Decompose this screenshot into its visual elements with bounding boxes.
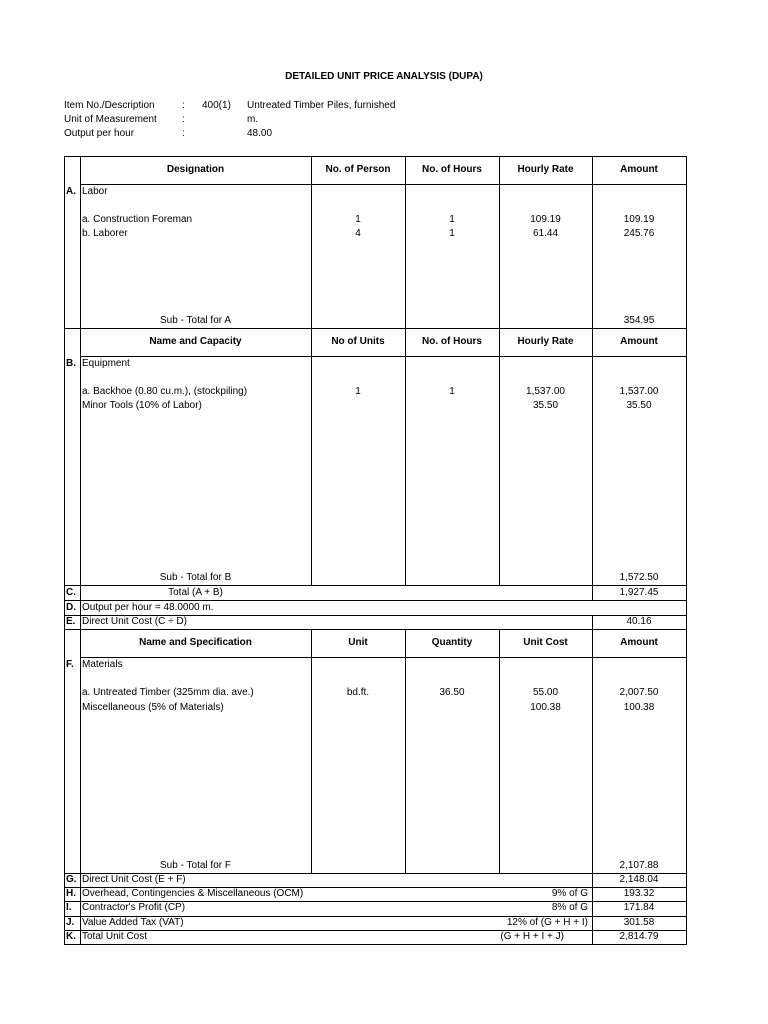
equipment-row-rate: 35.50 bbox=[532, 400, 559, 411]
output-colon: : bbox=[182, 128, 185, 139]
equipment-row-name: a. Backhoe (0.80 cu.m.), (stockpiling) bbox=[82, 386, 248, 397]
summary-letter: I. bbox=[66, 902, 72, 913]
subtotal-f-label: Sub - Total for F bbox=[160, 860, 231, 871]
labor-row-hours: 1 bbox=[449, 214, 455, 225]
summary-percentage: 9% of G bbox=[551, 888, 588, 899]
labor-row-rate: 109.19 bbox=[530, 214, 561, 225]
labor-row-persons: 4 bbox=[355, 228, 361, 239]
labor-row-persons: 1 bbox=[355, 214, 361, 225]
summary-amount: 171.84 bbox=[623, 902, 655, 913]
subtotal-b-amount: 1,572.50 bbox=[619, 572, 659, 583]
subtotal-b-label: Sub - Total for B bbox=[159, 572, 232, 583]
equipment-row-name: Minor Tools (10% of Labor) bbox=[82, 400, 202, 411]
col-header-amount: Amount bbox=[620, 164, 658, 175]
item-colon: : bbox=[182, 100, 185, 111]
section-letter-c: C. bbox=[66, 587, 76, 598]
item-number: 400(1) bbox=[202, 100, 231, 111]
material-row-name: a. Untreated Timber (325mm dia. ave.) bbox=[82, 687, 254, 698]
summary-letter: K. bbox=[66, 931, 76, 942]
unit-value: m. bbox=[247, 114, 259, 125]
col-header-name-and-specification: Name and Specification bbox=[139, 637, 252, 648]
equipment-row-rate: 1,537.00 bbox=[526, 386, 565, 397]
material-row-unit-cost: 55.00 bbox=[532, 687, 559, 698]
subtotal-f-amount: 2,107.88 bbox=[619, 860, 659, 871]
col-header-hourly-rate: Hourly Rate bbox=[517, 164, 574, 175]
direct-unit-cost-amount: 40.16 bbox=[626, 616, 652, 627]
section-letter-e: E. bbox=[66, 616, 76, 627]
output-per-hour-label: Output per hour = 48.0000 m. bbox=[82, 602, 214, 613]
equipment-row-hours: 1 bbox=[449, 386, 455, 397]
equipment-row-amount: 35.50 bbox=[626, 400, 652, 411]
page-title: DETAILED UNIT PRICE ANALYSIS (DUPA) bbox=[285, 71, 483, 82]
summary-amount: 2,148.04 bbox=[619, 874, 659, 885]
labor-row-amount: 245.76 bbox=[623, 228, 655, 239]
section-letter-d: D. bbox=[66, 602, 76, 613]
unit-colon: : bbox=[182, 114, 185, 125]
col-header-amount: Amount bbox=[620, 637, 658, 648]
material-row-unit-cost: 100.38 bbox=[530, 702, 561, 713]
labor-row-hours: 1 bbox=[449, 228, 455, 239]
summary-percentage: 12% of (G + H + I) bbox=[506, 917, 588, 928]
summary-label: Overhead, Contingencies & Miscellaneous (OCM) bbox=[82, 888, 304, 899]
material-row-amount: 2,007.50 bbox=[619, 687, 659, 698]
equipment-row-amount: 1,537.00 bbox=[619, 386, 659, 397]
col-header-no-of-units: No of Units bbox=[331, 336, 385, 347]
summary-letter: J. bbox=[66, 917, 75, 928]
unit-label: Unit of Measurement bbox=[64, 114, 157, 125]
item-label: Item No./Description bbox=[64, 100, 155, 111]
col-header-unit-cost: Unit Cost bbox=[523, 637, 568, 648]
section-label-materials: Materials bbox=[82, 659, 123, 670]
summary-percentage: (G + H + I + J) bbox=[500, 931, 564, 942]
material-row-quantity: 36.50 bbox=[439, 687, 465, 698]
summary-label: Contractor's Profit (CP) bbox=[82, 902, 186, 913]
total-a-b-amount: 1,927.45 bbox=[619, 587, 659, 598]
direct-unit-cost-label: Direct Unit Cost (C ÷ D) bbox=[82, 616, 187, 627]
section-letter-b: B. bbox=[66, 358, 76, 369]
col-header-hourly-rate: Hourly Rate bbox=[517, 336, 574, 347]
material-row-amount: 100.38 bbox=[623, 702, 655, 713]
subtotal-a-amount: 354.95 bbox=[623, 315, 655, 326]
col-header-quantity: Quantity bbox=[431, 637, 473, 648]
summary-letter: H. bbox=[66, 888, 76, 899]
total-a-b-label: Total (A + B) bbox=[168, 587, 223, 598]
col-header-no-of-person: No. of Person bbox=[325, 164, 391, 175]
summary-amount: 2,814.79 bbox=[619, 931, 659, 942]
summary-label: Total Unit Cost bbox=[82, 931, 148, 942]
labor-row-name: b. Laborer bbox=[82, 228, 128, 239]
col-header-unit: Unit bbox=[348, 637, 368, 648]
summary-amount: 193.32 bbox=[623, 888, 655, 899]
col-header-no-of-hours: No. of Hours bbox=[422, 336, 482, 347]
summary-percentage: 8% of G bbox=[551, 902, 588, 913]
equipment-row-units: 1 bbox=[355, 386, 361, 397]
summary-label: Value Added Tax (VAT) bbox=[82, 917, 184, 928]
section-letter-a: A. bbox=[66, 186, 76, 197]
dupa-table bbox=[64, 156, 687, 945]
col-header-amount: Amount bbox=[620, 336, 658, 347]
col-header-no-of-hours: No. of Hours bbox=[422, 164, 482, 175]
item-description: Untreated Timber Piles, furnished bbox=[247, 100, 396, 111]
section-label-labor: Labor bbox=[82, 186, 108, 197]
material-row-unit: bd.ft. bbox=[346, 687, 370, 698]
material-row-name: Miscellaneous (5% of Materials) bbox=[82, 702, 224, 713]
subtotal-a-label: Sub - Total for A bbox=[160, 315, 231, 326]
labor-row-name: a. Construction Foreman bbox=[82, 214, 193, 225]
labor-row-amount: 109.19 bbox=[623, 214, 655, 225]
col-header-designation: Designation bbox=[166, 164, 225, 175]
col-header-name-and-capacity: Name and Capacity bbox=[149, 336, 242, 347]
summary-letter: G. bbox=[66, 874, 77, 885]
output-label: Output per hour bbox=[64, 128, 135, 139]
section-letter-f: F. bbox=[66, 659, 74, 670]
output-value: 48.00 bbox=[247, 128, 273, 139]
labor-row-rate: 61.44 bbox=[532, 228, 559, 239]
summary-amount: 301.58 bbox=[623, 917, 655, 928]
section-label-equipment: Equipment bbox=[82, 358, 130, 369]
summary-label: Direct Unit Cost (E + F) bbox=[82, 874, 186, 885]
